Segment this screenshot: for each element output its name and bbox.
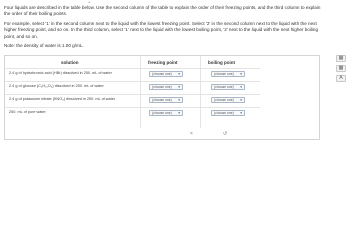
solution-label: 2.4 g of glucose (C₆H₁₂O₆) dissolved in 250. mL of water xyxy=(9,84,104,88)
select-value: (choose one) xyxy=(152,72,172,76)
chevron-down-icon[interactable]: ⌄ xyxy=(87,0,92,5)
chart-icon[interactable]: ▩ xyxy=(336,65,346,72)
clear-icon[interactable]: × xyxy=(190,131,193,137)
select-value: (choose one) xyxy=(152,98,172,102)
header-solution: solution xyxy=(61,60,79,65)
select-value: (choose one) xyxy=(214,85,234,89)
select-value: (choose one) xyxy=(152,111,172,115)
dropdown-caret-icon: ▾ xyxy=(240,72,242,76)
undo-icon[interactable]: ↺ xyxy=(223,131,228,137)
select-value: (choose one) xyxy=(214,72,234,76)
boiling-point-select[interactable] xyxy=(211,97,245,103)
instructions xyxy=(4,5,324,52)
dropdown-caret-icon: ▾ xyxy=(178,85,180,89)
dropdown-caret-icon: ▾ xyxy=(178,98,180,102)
liquids-table xyxy=(4,55,320,140)
table-row xyxy=(5,81,260,92)
solution-label: 2.4 g of potassium nitrate (KNO₃) dissolved in 250. mL of water xyxy=(9,97,116,101)
table-row xyxy=(5,94,260,105)
table-row xyxy=(5,68,260,79)
table-row xyxy=(5,107,260,118)
boiling-point-select[interactable] xyxy=(211,84,245,90)
select-value: (choose one) xyxy=(214,98,234,102)
freezing-point-select[interactable] xyxy=(149,97,183,103)
dropdown-caret-icon: ▾ xyxy=(178,72,180,76)
text-icon[interactable]: A xyxy=(336,75,346,82)
instructions-paragraph-2: For example, select '1' in the second column next to the liquid with the lowest freezing point. Select '2' in the second column next to the liquid with the next higher freezing point, and so on. In the third column, select '1' next to the liquid with the lowest boiling point, '2' next to the liquid with the next higher boiling point, and so on. xyxy=(4,20,319,39)
dropdown-caret-icon: ▾ xyxy=(240,98,242,102)
header-freezing-point: freezing point xyxy=(148,60,178,65)
dropdown-caret-icon: ▾ xyxy=(178,111,180,115)
select-value: (choose one) xyxy=(214,111,234,115)
freezing-point-select[interactable] xyxy=(149,71,183,77)
boiling-point-select[interactable] xyxy=(211,110,245,116)
header-boiling-point: boiling point xyxy=(208,60,235,65)
freezing-point-select[interactable] xyxy=(149,84,183,90)
solution-label: 2.4 g of hydrobromic acid (HBr) dissolved in 250. mL of water xyxy=(9,71,112,75)
dropdown-caret-icon: ▾ xyxy=(240,85,242,89)
grid-icon[interactable]: ▦ xyxy=(336,55,346,62)
select-value: (choose one) xyxy=(152,85,172,89)
freezing-point-select[interactable] xyxy=(149,110,183,116)
density-note: Note: the density of water is 1.00 g/mL. xyxy=(4,43,84,49)
instructions-paragraph-1: Four liquids are described in the table below. Use the second column of the table to explain the order of their freezing points, and the third column to explain the order of their boiling points. xyxy=(4,5,321,17)
boiling-point-select[interactable] xyxy=(211,71,245,77)
dropdown-caret-icon: ▾ xyxy=(240,111,242,115)
solution-label: 250. mL of pure water xyxy=(9,110,46,114)
